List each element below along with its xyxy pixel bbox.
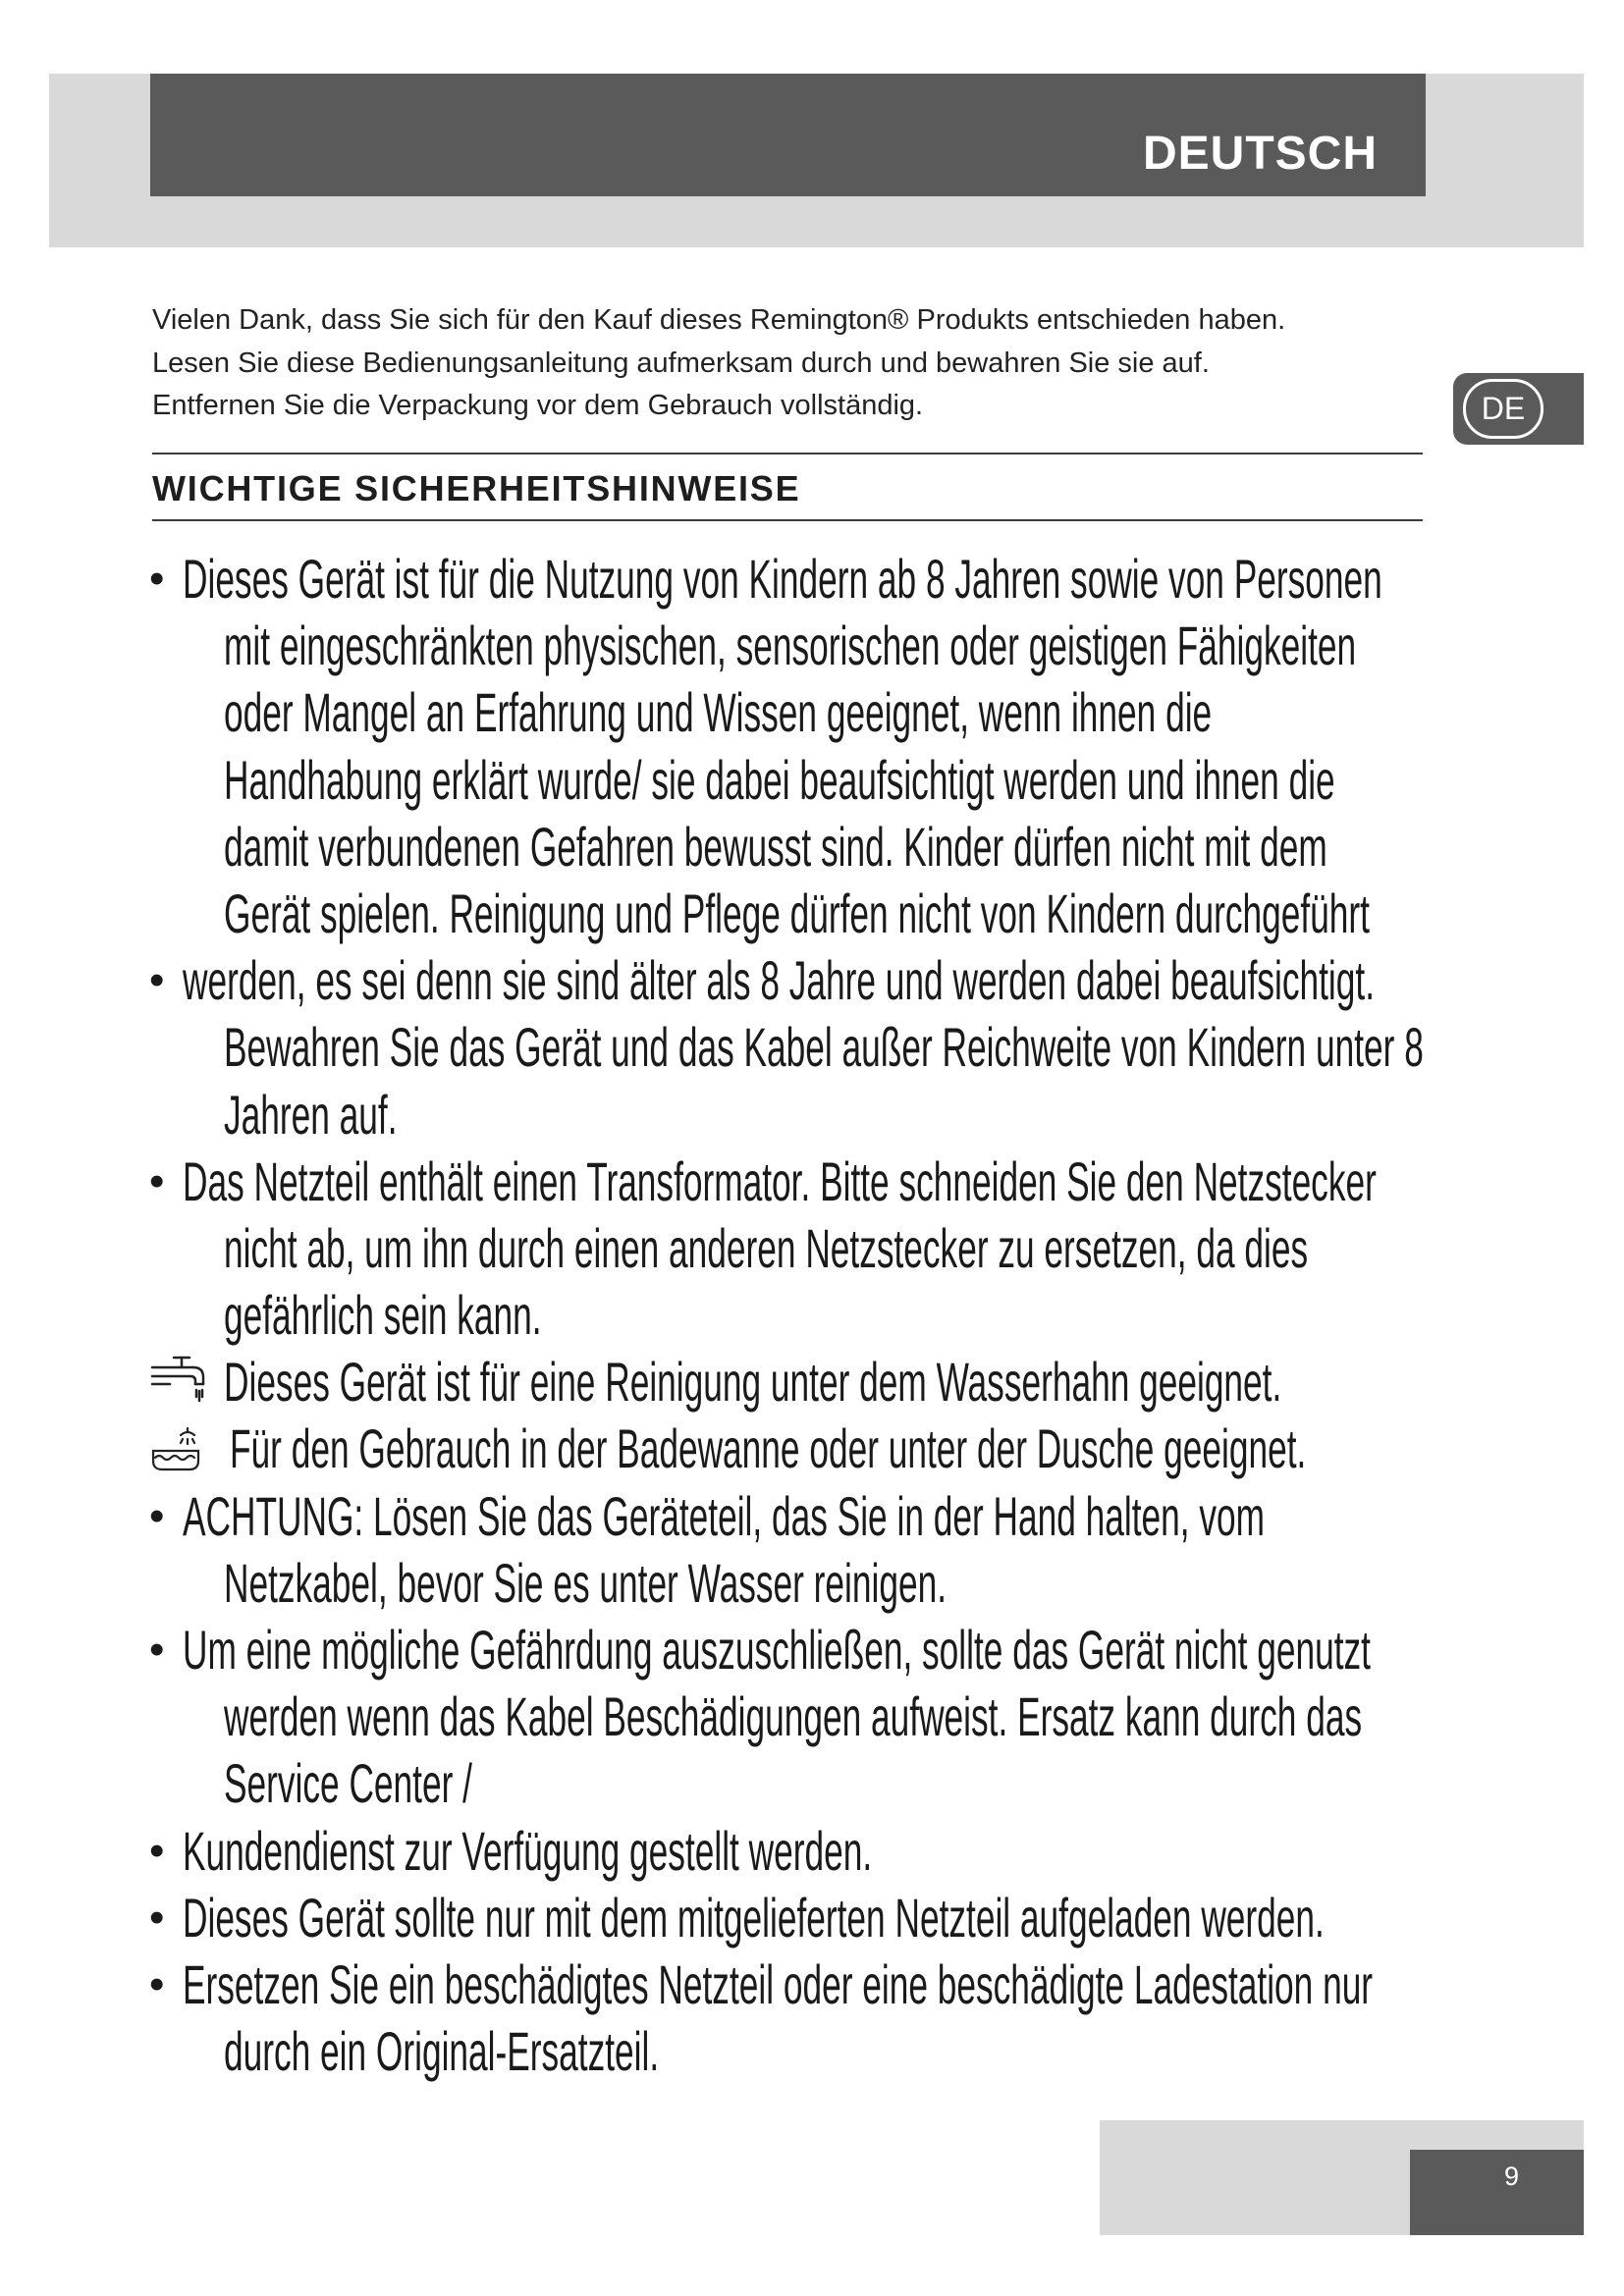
safety-line: Ersetzen Sie ein beschädigtes Netzteil oder eine beschädigte Ladestation nur <box>183 1952 1374 2015</box>
bullet-point: • <box>149 1491 165 1540</box>
safety-line: damit verbundenen Gefahren bewusst sind. Kinder dürfen nicht mit dem <box>224 815 1327 878</box>
safety-item <box>0 1885 1624 1951</box>
bullet-point: • <box>149 1959 165 2008</box>
bullet-point: • <box>149 555 165 603</box>
safety-line: Handhabung erklärt wurde/ sie dabei beaufsichtigt werden und ihnen die <box>224 748 1335 811</box>
section-heading: WICHTIGE SICHERHEITSHINWEISE <box>152 468 801 508</box>
safety-item-tap-cleaning <box>0 1349 1624 1415</box>
bullet-point: • <box>149 1893 165 1942</box>
safety-item <box>0 1617 1624 1818</box>
safety-item <box>0 1951 1624 2085</box>
safety-line: Kundendienst zur Verfügung gestellt werden. <box>183 1819 873 1882</box>
safety-item <box>0 1483 1624 1617</box>
safety-line: nicht ab, um ihn durch einen anderen Netzstecker zu ersetzen, da dies <box>224 1216 1309 1279</box>
safety-line: Service Center / <box>224 1752 472 1815</box>
bullet-point: • <box>149 1826 165 1875</box>
safety-item-bath-use <box>0 1415 1624 1482</box>
safety-line: Für den Gebrauch in der Badewanne oder unter der Dusche geeignet. <box>230 1417 1307 1480</box>
intro-line: Lesen Sie diese Bedienungsanleitung aufmerksam durch und bewahren Sie sie auf. <box>152 347 1210 379</box>
safety-line: Dieses Gerät ist für die Nutzung von Kindern ab 8 Jahren sowie von Personen <box>183 548 1382 610</box>
safety-line: Bewahren Sie das Gerät und das Kabel außer Reichweite von Kindern unter 8 <box>224 1016 1424 1079</box>
intro-line: Entfernen Sie die Verpackung vor dem Gebrauch vollständig. <box>152 390 924 421</box>
heading-top-rule <box>152 453 1423 454</box>
tap-water-icon <box>150 1355 207 1408</box>
safety-line: Um eine mögliche Gefährdung auszuschließen, sollte das Gerät nicht genutzt <box>183 1619 1371 1681</box>
safety-line: werden, es sei denn sie sind älter als 8 Jahre und werden dabei beaufsichtigt. <box>183 949 1375 1012</box>
language-title: DEUTSCH <box>1142 128 1378 180</box>
safety-line: ACHTUNG: Lösen Sie das Geräteteil, das Sie in der Hand halten, vom <box>183 1484 1266 1547</box>
safety-item <box>0 546 1624 947</box>
safety-line: Jahren auf. <box>224 1083 398 1146</box>
page-number: 9 <box>1504 2162 1520 2191</box>
safety-line: gefährlich sein kann. <box>224 1284 542 1347</box>
safety-line: Dieses Gerät ist für eine Reinigung unter dem Wasserhahn geeignet. <box>224 1351 1282 1414</box>
safety-item <box>0 1148 1624 1350</box>
intro-line: Vielen Dank, dass Sie sich für den Kauf dieses Remington® Produkts entschieden haben. <box>152 304 1286 336</box>
bullet-point: • <box>149 1626 165 1674</box>
safety-line: mit eingeschränkten physischen, sensorischen oder geistigen Fähigkeiten <box>224 614 1357 677</box>
safety-line: Netzkabel, bevor Sie es unter Wasser reinigen. <box>224 1551 947 1614</box>
safety-line: werden wenn das Kabel Beschädigungen aufweist. Ersatz kann durch das <box>224 1685 1363 1748</box>
safety-line: oder Mangel an Erfahrung und Wissen geeignet, wenn ihnen die <box>224 681 1213 744</box>
safety-instructions-list <box>0 546 1624 2085</box>
safety-item <box>0 947 1624 1148</box>
language-header-bar <box>150 74 1426 196</box>
language-code-badge: DE <box>1463 379 1543 439</box>
safety-line: Dieses Gerät sollte nur mit dem mitgelieferten Netzteil aufgeladen werden. <box>183 1886 1325 1949</box>
safety-line: Das Netzteil enthält einen Transformator. Bitte schneiden Sie den Netzstecker <box>183 1149 1377 1212</box>
bath-shower-icon <box>150 1427 201 1472</box>
heading-bottom-rule <box>152 519 1423 521</box>
safety-line: durch ein Original-Ersatzteil. <box>224 2020 660 2083</box>
safety-line: Gerät spielen. Reinigung und Pflege dürfen nicht von Kindern durchgeführt <box>224 881 1370 944</box>
bullet-point: • <box>149 1156 165 1205</box>
language-tab <box>1453 373 1584 445</box>
safety-item <box>0 1818 1624 1885</box>
bullet-point: • <box>149 956 165 1005</box>
page-number-box <box>1410 2150 1584 2235</box>
intro-paragraph <box>152 299 1429 428</box>
